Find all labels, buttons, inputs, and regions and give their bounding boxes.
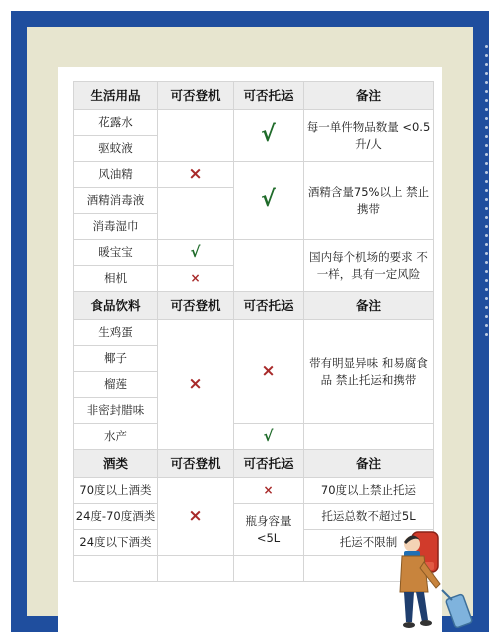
item-name: 非密封腊味 [74,398,158,424]
frame-dots [479,45,493,345]
cross-mark: × [188,163,203,184]
header-remarks: 备注 [304,82,434,110]
check-mark: √ [263,426,274,445]
empty-cell [234,556,304,582]
item-name: 椰子 [74,346,158,372]
remark-cell: 托运不限制 [304,530,434,556]
item-name: 花露水 [74,110,158,136]
checked-cell [234,240,304,292]
header-remarks: 备注 [304,450,434,478]
table-row [74,240,434,266]
carry-on-cell [158,266,234,292]
table-row [74,556,434,582]
section-header-alcohol [74,450,434,478]
empty-cell [158,556,234,582]
remark-cell: 托运总数不超过5L [304,504,434,530]
check-mark: √ [261,121,276,147]
check-mark: √ [190,242,201,261]
item-name: 暖宝宝 [74,240,158,266]
checked-cell: 瓶身容量 <5L [234,504,304,556]
cross-mark: × [190,271,201,285]
item-name: 消毒湿巾 [74,214,158,240]
section-header-daily [74,82,434,110]
remark-cell: 每一单件物品数量 <0.5升/人 [304,110,434,162]
header-checked: 可否托运 [234,292,304,320]
item-name: 风油精 [74,162,158,188]
checked-cell [234,162,304,240]
remark-cell [304,424,434,450]
cross-mark: × [188,505,203,526]
traveler-illustration [382,518,482,636]
header-checked: 可否托运 [234,450,304,478]
checked-cell [234,424,304,450]
item-name: 24度以下酒类 [74,530,158,556]
item-name: 相机 [74,266,158,292]
table-row [74,110,434,136]
checked-cell [234,110,304,162]
carry-on-cell [158,240,234,266]
table-row [74,504,434,530]
header-category: 酒类 [74,450,158,478]
travel-items-table [73,81,434,582]
item-name: 榴莲 [74,372,158,398]
check-mark: √ [261,186,276,212]
carry-on-cell [158,110,234,162]
header-carry-on: 可否登机 [158,82,234,110]
item-name: 水产 [74,424,158,450]
header-carry-on: 可否登机 [158,450,234,478]
remark-cell: 国内每个机场的要求 不一样，具有一定风险 [304,240,434,292]
header-category: 食品饮料 [74,292,158,320]
table-row [74,424,434,450]
cross-mark: × [263,483,274,497]
remark-cell: 带有明显异味 和易腐食品 禁止托运和携带 [304,320,434,424]
item-name: 24度-70度酒类 [74,504,158,530]
item-name: 生鸡蛋 [74,320,158,346]
header-carry-on: 可否登机 [158,292,234,320]
header-category: 生活用品 [74,82,158,110]
checked-cell [234,478,304,504]
item-name: 驱蚊液 [74,136,158,162]
empty-cell [74,556,158,582]
remark-cell: 酒精含量75%以上 禁止携带 [304,162,434,240]
carry-on-cell [158,162,234,188]
item-name: 70度以上酒类 [74,478,158,504]
header-checked: 可否托运 [234,82,304,110]
remark-cell: 70度以上禁止托运 [304,478,434,504]
item-name: 酒精消毒液 [74,188,158,214]
carry-on-cell [158,478,234,556]
header-remarks: 备注 [304,292,434,320]
table-row [74,162,434,188]
carry-on-cell [158,188,234,240]
table-row [74,478,434,504]
cross-mark: × [261,360,276,381]
cross-mark: × [188,373,203,394]
carry-on-cell [158,320,234,450]
checked-cell [234,320,304,424]
section-header-food [74,292,434,320]
table-row [74,320,434,346]
